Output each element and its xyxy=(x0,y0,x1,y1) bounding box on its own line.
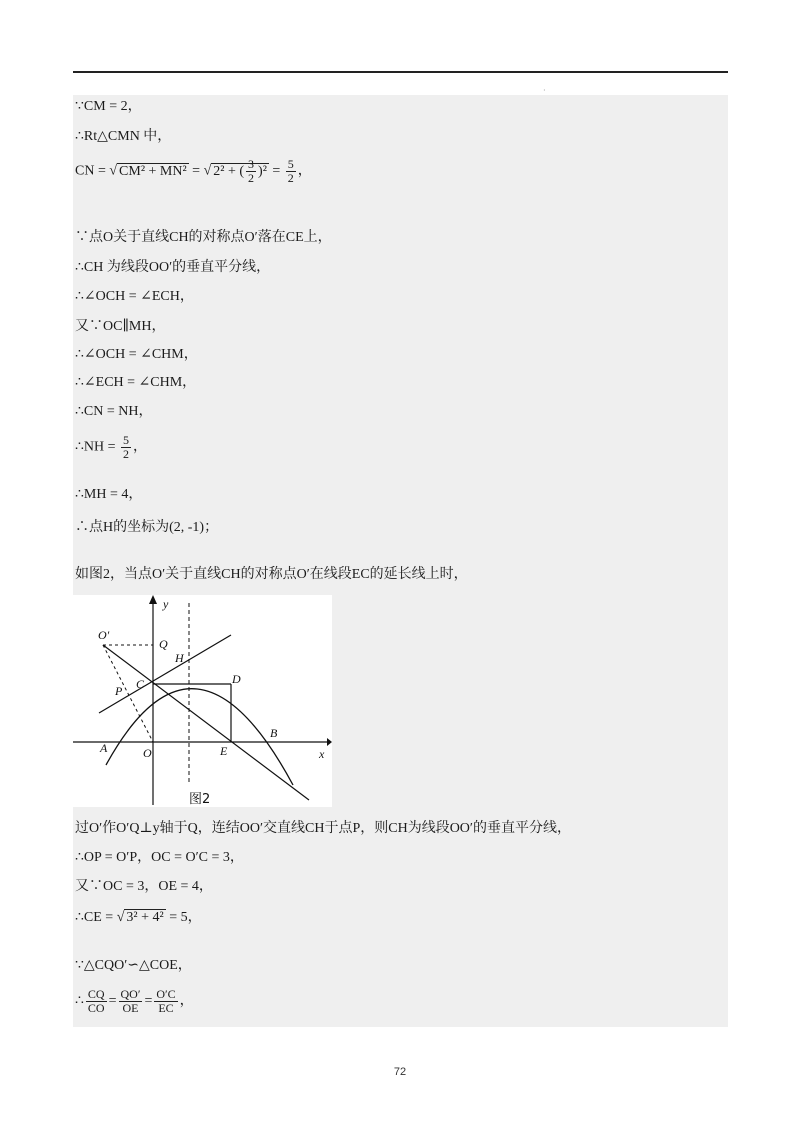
label-A: A xyxy=(100,741,108,755)
line-20-fraction-3: $\frac{O'C}{EC}$ xyxy=(156,987,176,1015)
line-3: CN = √ CM² + MN² = √ 2² + ( $\frac{3}{2}$ )² = $\frac{5}{2}$ ， xyxy=(75,157,312,185)
label-D: D xyxy=(232,672,241,686)
line-17: 又∵OC = 3，OE = 4， xyxy=(75,879,213,894)
line-13: ∴点H的坐标为(2, -1)； xyxy=(75,520,219,535)
figure-caption: 图2 xyxy=(189,792,211,807)
label-B: B xyxy=(270,726,278,740)
segment-OOprime xyxy=(103,645,153,742)
figure-2-diagram xyxy=(73,595,332,807)
y-axis-arrow xyxy=(149,595,157,604)
line-18-radicand: 3² + 4² xyxy=(126,910,164,925)
label-C: C xyxy=(136,677,145,691)
label-P: P xyxy=(115,684,123,698)
line-11-fraction: $\frac{5}{2}$ xyxy=(123,433,130,461)
line-3-left: CN = xyxy=(75,163,110,179)
line-3-result-fraction: $\frac{5}{2}$ xyxy=(287,157,294,185)
line-10: ∴CN = NH， xyxy=(75,404,153,419)
line-3-eq: = xyxy=(188,163,204,179)
line-20-fraction-2: $\frac{QO'}{OE}$ xyxy=(120,987,141,1015)
header-rule xyxy=(73,71,728,73)
line-20: ∴ $\frac{CQ}{CO}$ = $\frac{QO'}{OE}$ = $\frac{O'C}{EC}$ ， xyxy=(75,987,194,1015)
x-axis-arrow xyxy=(327,738,332,746)
label-x: x xyxy=(319,747,325,761)
label-y: y xyxy=(163,597,169,611)
line-3-radicand: CM² + MN² xyxy=(119,163,187,179)
label-H: H xyxy=(175,651,184,665)
figure-2 xyxy=(73,595,332,807)
line-9: ∴∠ECH = ∠CHM， xyxy=(75,375,197,390)
line-20-fraction-1: $\frac{CQ}{CO}$ xyxy=(87,987,105,1015)
line-3-radicand-2: 2² + ( $\frac{3}{2}$ )² xyxy=(213,157,267,185)
label-Q: Q xyxy=(159,637,168,651)
page-number: 72 xyxy=(393,1066,407,1078)
line-12: ∴MH = 4， xyxy=(75,487,143,502)
parabola xyxy=(106,689,293,785)
line-2: ∴Rt△CMN 中， xyxy=(75,129,172,144)
label-E: E xyxy=(220,744,228,758)
line-16: ∴OP = O′P，OC = O′C = 3， xyxy=(75,850,244,865)
line-5: ∴CH 为线段OO′的垂直平分线， xyxy=(75,260,271,275)
line-4: ∵点O关于直线CH的对称点O′落在CE上， xyxy=(75,230,332,245)
line-7: 又∵OC∥MH， xyxy=(75,319,166,334)
line-19: ∵△CQO′∽△COE， xyxy=(75,958,192,973)
line-14: 如图2，当点O′关于直线CH的对称点O′在线段EC的延长线上时， xyxy=(75,567,468,582)
line-8: ∴∠OCH = ∠CHM， xyxy=(75,347,198,362)
line-15: 过O′作O′Q⊥y轴于Q，连结OO′交直线CH于点P，则CH为线段OO′的垂直平分线， xyxy=(75,821,571,836)
label-O: O xyxy=(143,746,152,760)
line-18: ∴CE = √ 3² + 4² = 5， xyxy=(75,910,202,925)
line-6: ∴∠OCH = ∠ECH， xyxy=(75,289,194,304)
line-11: ∴NH = $\frac{5}{2}$ ， xyxy=(75,433,148,461)
line-1: ∵CM = 2， xyxy=(75,99,142,114)
header-mark: · xyxy=(543,86,546,95)
line-3-inner-fraction: $\frac{3}{2}$ xyxy=(248,157,255,185)
label-O-prime: O′ xyxy=(98,628,110,642)
